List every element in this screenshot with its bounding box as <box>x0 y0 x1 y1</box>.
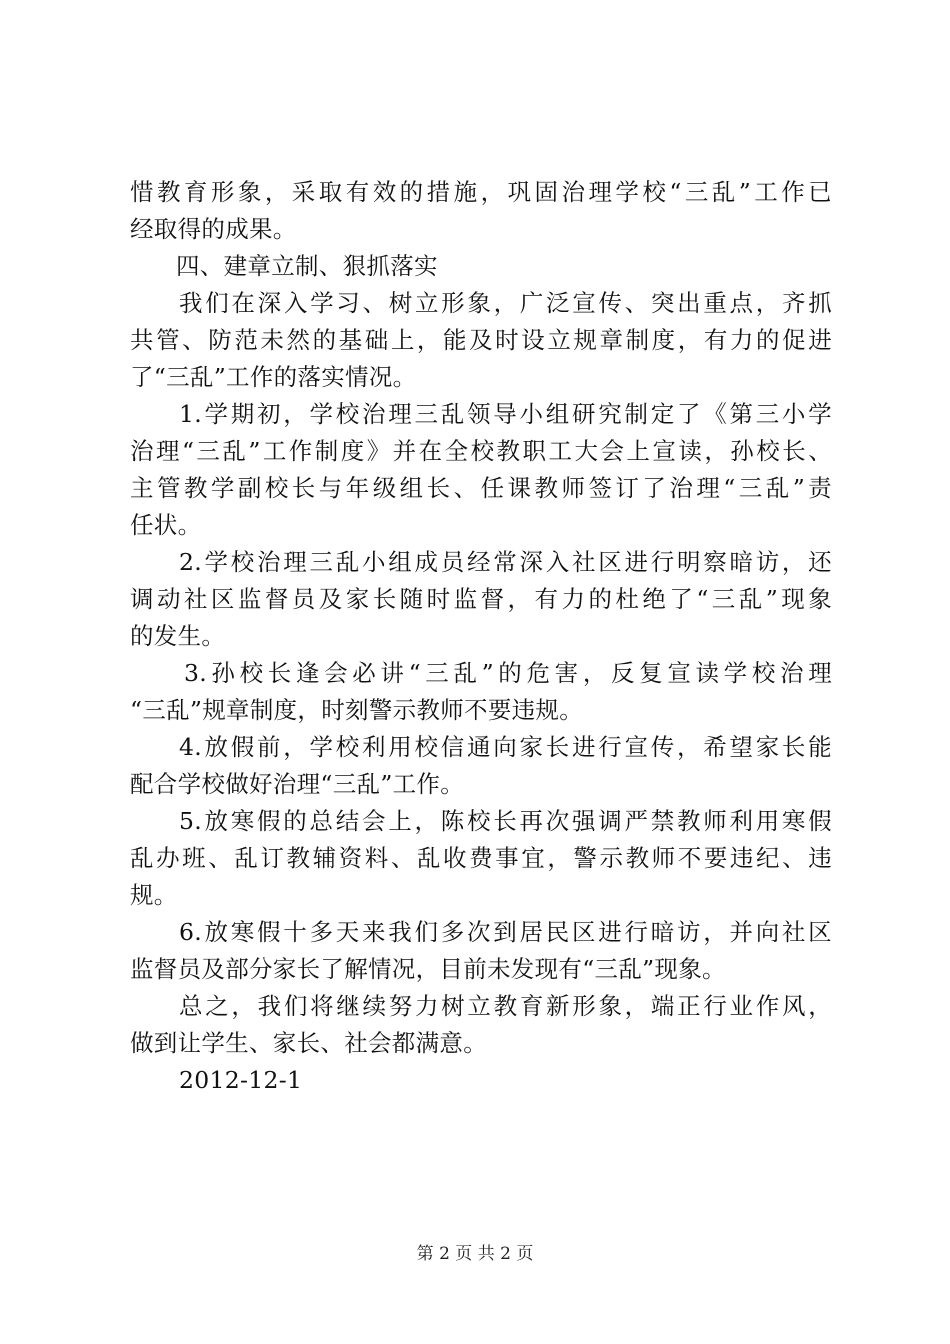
text-line: 规。 <box>130 881 178 909</box>
list-item-3: 3.孙校长逢会必讲“三乱”的危害，反复宣读学校治理 <box>184 659 832 687</box>
page-footer: 第 2 页 共 2 页 <box>416 1244 534 1264</box>
text-line: 总之，我们将继续努力树立教育新形象，端正行业作风， <box>179 992 832 1020</box>
list-item-6: 6.放寒假十多天来我们多次到居民区进行暗访，并向社区 <box>179 918 832 946</box>
list-item-5: 5.放寒假的总结会上，陈校长再次强调严禁教师利用寒假 <box>179 807 832 835</box>
text-line: 的发生。 <box>130 622 226 650</box>
document-body <box>130 174 832 1099</box>
section-heading: 四、建章立制、狠抓落实 <box>176 252 438 280</box>
text-line: 做到让学生、家长、社会都满意。 <box>130 1029 487 1057</box>
text-line: 调动社区监督员及家长随时监督，有力的杜绝了“三乱”现象 <box>130 585 832 613</box>
text-line: 我们在深入学习、树立形象，广泛宣传、突出重点，齐抓 <box>179 289 832 317</box>
text-line: 监督员及部分家长了解情况，目前未发现有“三乱”现象。 <box>130 955 726 983</box>
list-item-1: 1.学期初，学校治理三乱领导小组研究制定了《第三小学 <box>179 400 832 428</box>
text-line: 治理“三乱”工作制度》并在全校教职工大会上宣读，孙校长、 <box>130 437 832 465</box>
text-line: “三乱”规章制度，时刻警示教师不要违规。 <box>130 696 584 724</box>
text-line: 配合学校做好治理“三乱”工作。 <box>130 770 465 798</box>
document-date: 2012-12-1 <box>179 1066 303 1094</box>
text-line: 惜教育形象，采取有效的措施，巩固治理学校“三乱”工作已 <box>130 178 832 206</box>
text-line: 主管教学副校长与年级组长、任课教师签订了治理“三乱”责 <box>130 474 832 502</box>
text-line: 共管、防范未然的基础上，能及时设立规章制度，有力的促进 <box>130 326 832 354</box>
text-line: 了“三乱”工作的落实情况。 <box>130 363 417 391</box>
list-item-2: 2.学校治理三乱小组成员经常深入社区进行明察暗访，还 <box>179 548 832 576</box>
text-line: 任状。 <box>130 511 202 539</box>
text-line: 乱办班、乱订教辅资料、乱收费事宜，警示教师不要违纪、违 <box>130 844 832 872</box>
list-item-4: 4.放假前，学校利用校信通向家长进行宣传，希望家长能 <box>179 733 832 761</box>
text-line: 经取得的成果。 <box>130 215 297 243</box>
